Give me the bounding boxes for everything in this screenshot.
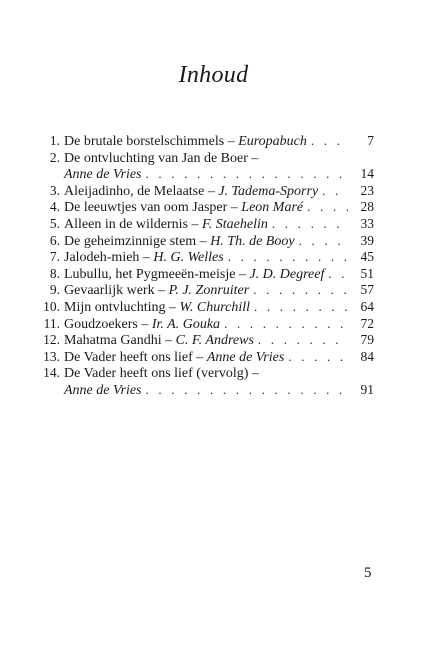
- entry-page: 33: [360, 215, 374, 231]
- entry-author: H. G. Welles: [153, 250, 224, 266]
- toc-entry-line: [34, 133, 374, 150]
- toc-entry: [34, 199, 374, 216]
- entry-page: 51: [360, 265, 374, 281]
- entry-title: Aleijadinho, de Melaatse –: [64, 183, 215, 199]
- entry-number: 11.: [43, 315, 60, 331]
- entry-title: Goudzoekers –: [64, 316, 149, 332]
- toc-entry-line: [34, 365, 374, 382]
- entry-title: Gevaarlijk werk –: [64, 283, 166, 299]
- dot-leader: [303, 199, 348, 215]
- dot-leader: [284, 349, 348, 365]
- dot-leader: [254, 332, 348, 348]
- entry-title: De geheimzinnige stem –: [64, 233, 207, 249]
- dot-leader: [307, 133, 348, 149]
- entry-author: Anne de Vries: [206, 349, 285, 365]
- toc-entry-line: [34, 349, 374, 366]
- entry-number: 2.: [49, 149, 60, 165]
- dot-leader: [295, 233, 348, 249]
- entry-page: 72: [360, 315, 374, 331]
- toc-entry-line: [34, 266, 374, 283]
- entry-page: 39: [360, 232, 374, 248]
- toc-entry-line: [34, 282, 374, 299]
- toc-entry-line: [34, 316, 374, 333]
- entry-page: 14: [360, 166, 374, 182]
- entry-page: 28: [360, 199, 374, 215]
- toc-entry-line: [34, 299, 374, 316]
- entry-title: De Vader heeft ons lief –: [64, 349, 204, 365]
- entry-number: 6.: [49, 232, 60, 248]
- entry-number: 7.: [49, 249, 60, 265]
- entry-number: 9.: [49, 282, 60, 298]
- entry-author: F. Staehelin: [202, 216, 268, 232]
- dot-leader: [142, 382, 349, 398]
- toc-entry: [34, 349, 374, 366]
- entry-page: 91: [360, 381, 374, 397]
- entry-number: 10.: [43, 298, 60, 314]
- entry-title: Alleen in de wildernis –: [64, 216, 199, 232]
- page-title: Inhoud: [178, 62, 249, 88]
- toc-entry: [34, 332, 374, 349]
- toc-entry: [34, 316, 374, 333]
- toc-entry: [34, 233, 374, 250]
- dot-leader: [324, 266, 348, 282]
- entry-title: Mijn ontvluchting –: [64, 299, 176, 315]
- table-of-contents: [34, 133, 374, 399]
- entry-number: 8.: [49, 265, 60, 281]
- entry-number: 13.: [43, 348, 60, 364]
- dot-leader: [268, 216, 348, 232]
- entry-author: J. D. Degreef: [249, 266, 325, 282]
- entry-page: 45: [360, 249, 374, 265]
- toc-entry-line: [34, 150, 374, 167]
- entry-title: Jalodeh-mieh –: [64, 250, 150, 266]
- toc-entry: [34, 183, 374, 200]
- entry-title: De leeuwtjes van oom Jasper –: [64, 200, 238, 216]
- dot-leader: [250, 299, 348, 315]
- entry-number: 5.: [49, 215, 60, 231]
- entry-author: Leon Maré: [241, 200, 304, 216]
- entry-title: De ontvluchting van Jan de Boer –: [64, 150, 259, 166]
- dot-leader: [220, 316, 348, 332]
- toc-entry-line: [34, 199, 374, 216]
- toc-entry: [34, 299, 374, 316]
- entry-author: Ir. A. Gouka: [151, 316, 221, 332]
- entry-number: 3.: [49, 182, 60, 198]
- entry-author: C. F. Andrews: [175, 333, 254, 349]
- toc-entry: [34, 266, 374, 283]
- entry-author: Anne de Vries: [64, 167, 142, 183]
- toc-entry-line: [34, 233, 374, 250]
- toc-entry-continuation: [34, 166, 374, 183]
- toc-entry: [34, 150, 374, 183]
- toc-entry-line: [34, 216, 374, 233]
- entry-author: H. Th. de Booy: [210, 233, 295, 249]
- entry-page: 79: [360, 332, 374, 348]
- dot-leader: [224, 249, 348, 265]
- toc-entry-line: [34, 332, 374, 349]
- dot-leader: [142, 166, 349, 182]
- entry-title: Lubullu, het Pygmeeën-meisje –: [64, 266, 246, 282]
- dot-leader: [249, 282, 348, 298]
- entry-page: 64: [360, 298, 374, 314]
- entry-title: Mahatma Gandhi –: [64, 333, 173, 349]
- entry-author: W. Churchill: [179, 299, 251, 315]
- page-number: 5: [364, 565, 372, 581]
- toc-entry-line: [34, 249, 374, 266]
- entry-number: 12.: [43, 332, 60, 348]
- entry-title: De brutale borstelschimmels –: [64, 134, 235, 149]
- entry-author: P. J. Zonruiter: [168, 283, 250, 299]
- entry-page: 57: [360, 282, 374, 298]
- entry-author: J. Tadema-Sporry: [218, 183, 319, 199]
- entry-number: 14.: [43, 365, 60, 381]
- entry-number: 1.: [49, 133, 60, 148]
- toc-entry-line: [34, 183, 374, 200]
- toc-entry-continuation: [34, 382, 374, 399]
- entry-author: Anne de Vries: [64, 382, 142, 398]
- entry-page: 7: [367, 133, 374, 148]
- toc-entry: [34, 365, 374, 398]
- toc-entry: [34, 282, 374, 299]
- entry-page: 23: [360, 182, 374, 198]
- toc-entry: [34, 216, 374, 233]
- entry-title: De Vader heeft ons lief (vervolg) –: [64, 366, 259, 382]
- toc-entry: [34, 133, 374, 150]
- entry-author: Europabuch: [238, 134, 307, 149]
- toc-entry: [34, 249, 374, 266]
- entry-number: 4.: [49, 199, 60, 215]
- dot-leader: [318, 183, 348, 199]
- entry-page: 84: [360, 348, 374, 364]
